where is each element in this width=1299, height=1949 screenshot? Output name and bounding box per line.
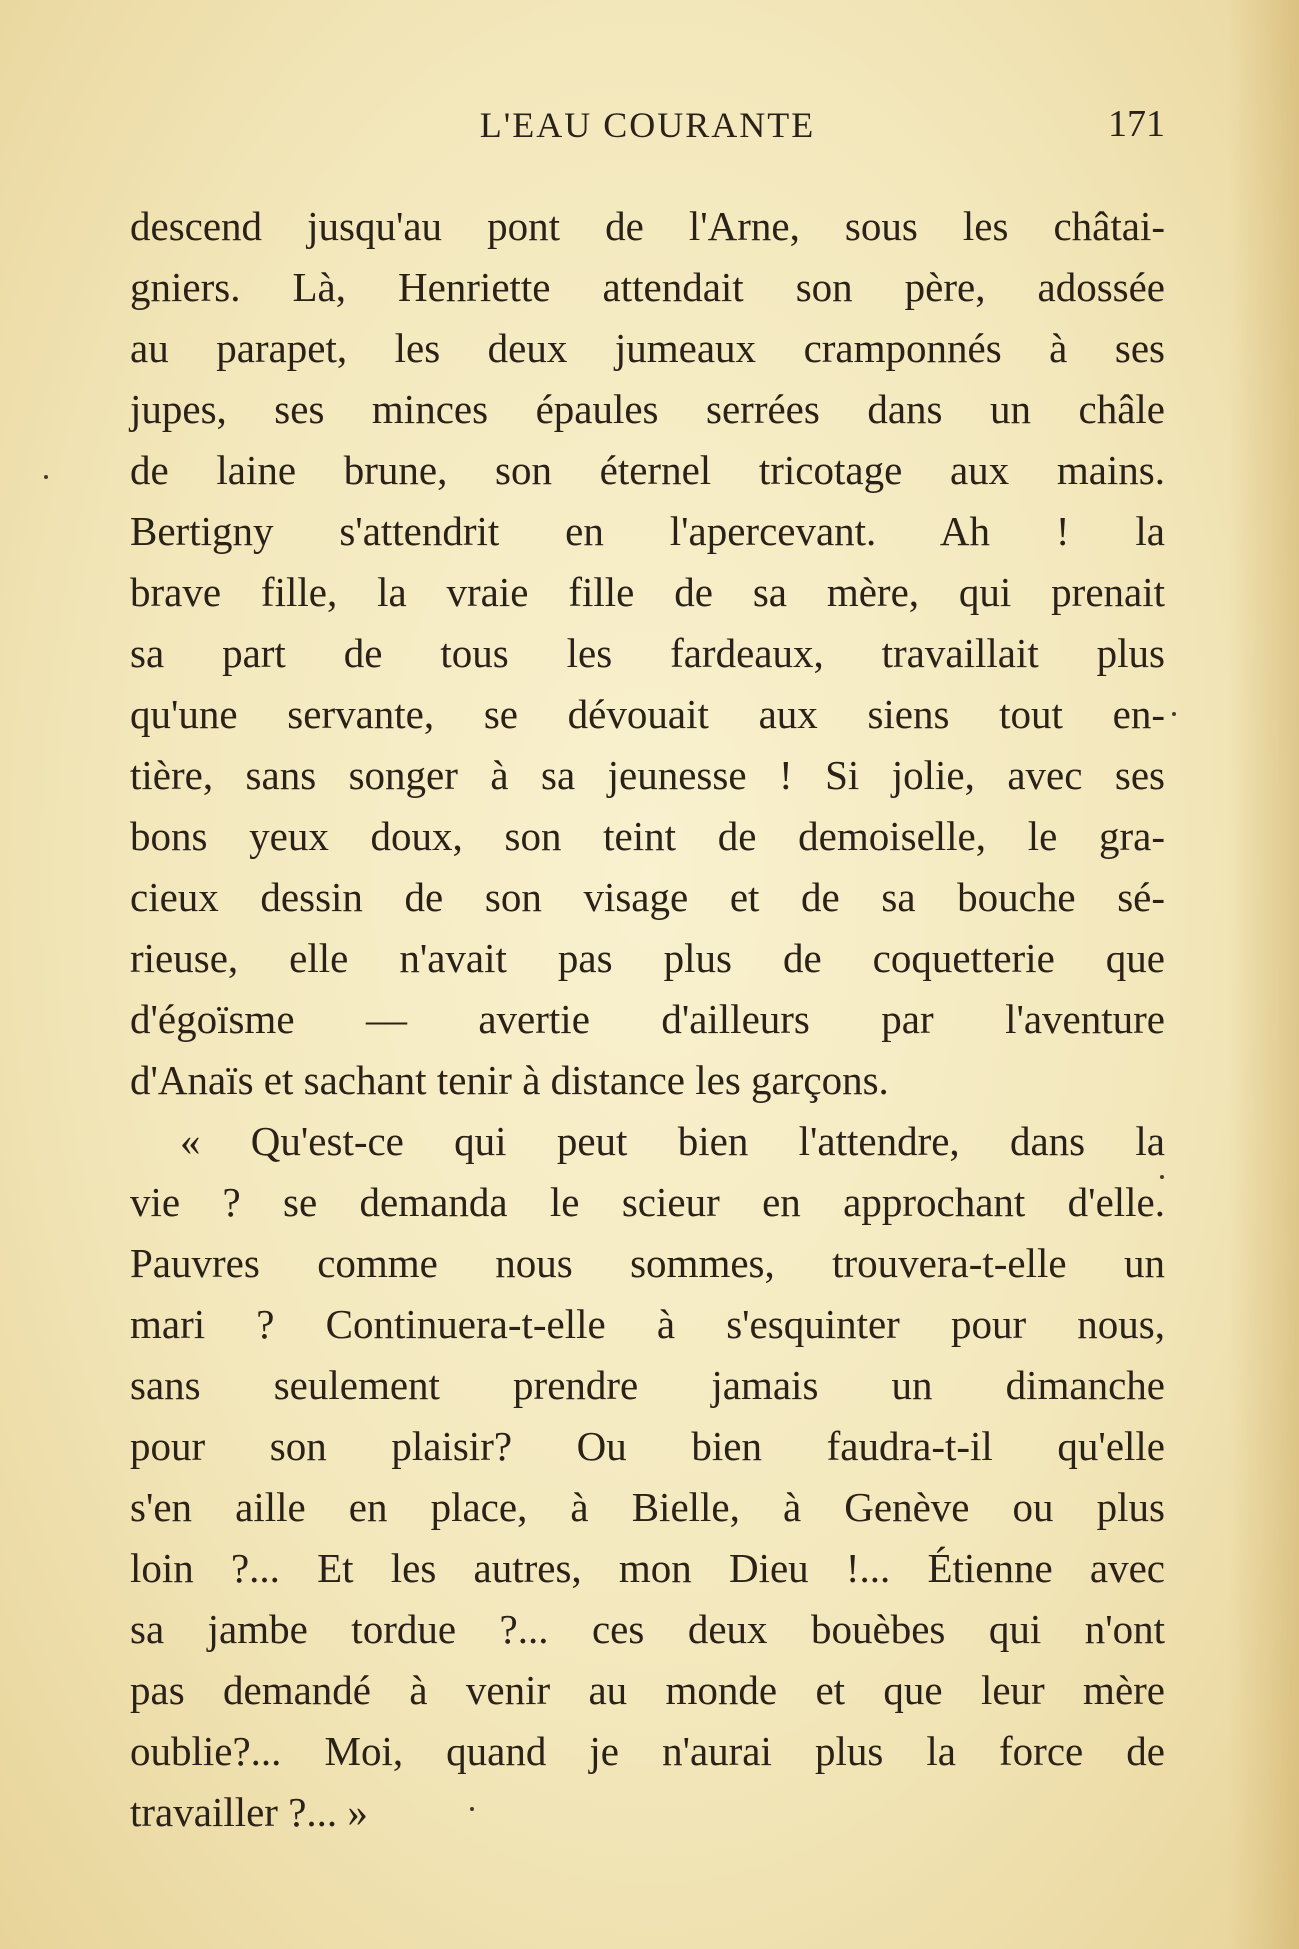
ink-speck (44, 475, 48, 479)
ink-speck (470, 1807, 474, 1811)
text-line: de laine brune, son éternel tricotage aux mains. (130, 447, 1165, 493)
text-line: qu'une servante, se dévouait aux siens tout en- (130, 691, 1165, 737)
ink-speck (1172, 712, 1176, 716)
text-line: oublie?... Moi, quand je n'aurai plus la force de (130, 1728, 1165, 1774)
text-line: vie ? se demanda le scieur en approchant d'elle. (130, 1179, 1165, 1225)
text-line: s'en aille en place, à Bielle, à Genève ou plus (130, 1484, 1165, 1530)
text-line: loin ?... Et les autres, mon Dieu !... Étienne avec (130, 1545, 1165, 1591)
page-edge-shadow (1229, 0, 1299, 1949)
text-line: descend jusqu'au pont de l'Arne, sous les châtai- (130, 203, 1165, 249)
text-line: bons yeux doux, son teint de demoiselle, le gra- (130, 813, 1165, 859)
running-title: L'EAU COURANTE (479, 105, 816, 145)
text-line: d'Anaïs et sachant tenir à distance les garçons. (130, 1057, 889, 1103)
page-number: 171 (1108, 103, 1165, 145)
text-line: rieuse, elle n'avait pas plus de coquetterie que (130, 935, 1165, 981)
text-line: sa jambe tordue ?... ces deux bouèbes qui n'ont (130, 1606, 1165, 1652)
text-line: mari ? Continuera-t-elle à s'esquinter pour nous, (130, 1301, 1165, 1347)
text-line: cieux dessin de son visage et de sa bouche sé- (130, 874, 1165, 920)
text-line: d'égoïsme — avertie d'ailleurs par l'aventure (130, 996, 1165, 1042)
text-line: pas demandé à venir au monde et que leur mère (130, 1667, 1165, 1713)
text-line: sans seulement prendre jamais un dimanche (130, 1362, 1165, 1408)
text-line: pour son plaisir? Ou bien faudra-t-il qu'elle (130, 1423, 1165, 1469)
text-line: Pauvres comme nous sommes, trouvera-t-elle un (130, 1240, 1165, 1286)
text-line: jupes, ses minces épaules serrées dans un châle (130, 386, 1165, 432)
running-header (130, 104, 1165, 154)
ink-speck (1160, 1175, 1164, 1179)
text-line: au parapet, les deux jumeaux cramponnés à ses (130, 325, 1165, 371)
text-line: brave fille, la vraie fille de sa mère, qui prenait (130, 569, 1165, 615)
text-line: travailler ?... » (130, 1789, 368, 1835)
text-line: tière, sans songer à sa jeunesse ! Si jolie, avec ses (130, 752, 1165, 798)
text-line: sa part de tous les fardeaux, travaillait plus (130, 630, 1165, 676)
body-text (130, 196, 1165, 1843)
text-line: « Qu'est-ce qui peut bien l'attendre, dans la (180, 1118, 1165, 1164)
text-line: gniers. Là, Henriette attendait son père, adossée (130, 264, 1165, 310)
text-line: Bertigny s'attendrit en l'apercevant. Ah ! la (130, 508, 1165, 554)
